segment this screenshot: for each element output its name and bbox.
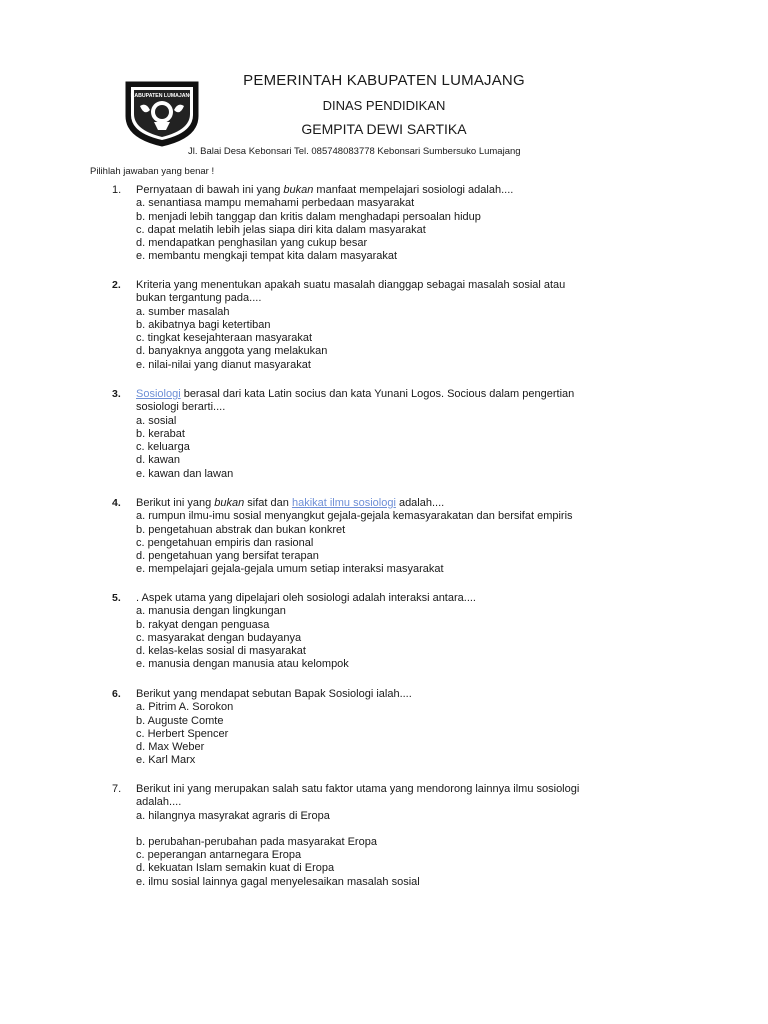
answer-option-b: b. menjadi lebih tanggap dan kritis dalam menghadapi persoalan hidup: [136, 210, 481, 223]
answer-option-b: b. rakyat dengan penguasa: [136, 618, 270, 631]
question-number: 4.: [112, 497, 121, 509]
school-title: GEMPITA DEWI SARTIKA: [301, 121, 467, 137]
question-stem: Pernyataan di bawah ini yang bukan manfaat mempelajari sosiologi adalah....: [136, 184, 514, 196]
question-number: 6.: [112, 688, 121, 700]
question-number: 7.: [112, 783, 122, 795]
question-stem: . Aspek utama yang dipelajari oleh sosiologi adalah interaksi antara....: [136, 592, 476, 604]
question-number: 3.: [112, 388, 121, 400]
answer-option-e: e. kawan dan lawan: [136, 467, 234, 480]
question-number: 1.: [112, 184, 122, 196]
answer-option-e: e. Karl Marx: [136, 754, 196, 767]
answer-option-d: d. banyaknya anggota yang melakukan: [136, 345, 328, 358]
question-stem-line-1: Kriteria yang menentukan apakah suatu masalah dianggap sebagai masalah sosial atau: [136, 279, 566, 291]
hakikat-ilmu-sosiologi-link[interactable]: hakikat ilmu sosiologi: [291, 497, 396, 509]
logo-lettering: KABUPATEN LUMAJANG: [130, 93, 194, 99]
school-address: Jl. Balai Desa Kebonsari Tel. 085748083778 Kebonsari Sumbersuko Lumajang: [188, 146, 521, 157]
answer-option-b: b. pengetahuan abstrak dan bukan konkret: [136, 523, 346, 536]
answer-option-a: a. Pitrim A. Sorokon: [136, 701, 234, 714]
answer-option-e: e. manusia dengan manusia atau kelompok: [136, 658, 349, 671]
answer-option-d: d. pengetahuan yang bersifat terapan: [136, 550, 319, 563]
sosiologi-link[interactable]: Sosiologi: [136, 388, 181, 400]
answer-option-a: a. rumpun ilmu-imu sosial menyangkut gejala-gejala kemasyarakatan dan bersifat empiris: [136, 510, 573, 523]
answer-option-c: c. dapat melatih lebih jelas siapa diri kita dalam masyarakat: [136, 223, 426, 236]
org-title: PEMERINTAH KABUPATEN LUMAJANG: [243, 72, 525, 89]
answer-option-d: d. kelas-kelas sosial di masyarakat: [136, 645, 306, 658]
answer-option-d: d. mendapatkan penghasilan yang cukup besar: [136, 237, 368, 250]
answer-option-a: a. manusia dengan lingkungan: [136, 605, 286, 618]
question-stem-line-1: Berikut ini yang merupakan salah satu faktor utama yang mendorong lainnya ilmu sosiologi: [136, 783, 580, 795]
answer-option-c: c. keluarga: [136, 441, 190, 454]
answer-option-d: d. kekuatan Islam semakin kuat di Eropa: [136, 862, 335, 875]
answer-option-e: e. membantu mengkaji tempat kita dalam masyarakat: [136, 250, 398, 263]
answer-option-b: b. kerabat: [136, 427, 185, 440]
answer-option-e: e. mempelajari gejala-gejala umum setiap interaksi masyarakat: [136, 563, 444, 576]
instruction-text: Pilihlah jawaban yang benar !: [90, 166, 215, 177]
question-stem: Berikut yang mendapat sebutan Bapak Sosiologi ialah....: [136, 688, 412, 700]
question-stem-line-2: adalah....: [136, 796, 182, 809]
question-stem-line-2: sosiologi berarti....: [136, 401, 226, 414]
answer-option-a: a. hilangnya masyrakat agraris di Eropa: [136, 809, 330, 822]
answer-option-b: b. perubahan-perubahan pada masyarakat Eropa: [136, 835, 377, 848]
question-stem: Berikut ini yang bukan sifat dan hakikat ilmu sosiologi adalah....: [136, 497, 445, 509]
question-number: 2.: [112, 279, 121, 291]
answer-option-b: b. Auguste Comte: [136, 714, 224, 727]
answer-option-a: a. sumber masalah: [136, 305, 230, 318]
answer-option-c: c. masyarakat dengan budayanya: [136, 631, 302, 644]
answer-option-d: d. Max Weber: [136, 741, 205, 754]
answer-option-c: c. peperangan antarnegara Eropa: [136, 849, 302, 862]
answer-option-d: d. kawan: [136, 454, 181, 467]
answer-option-a: a. senantiasa mampu memahami perbedaan masyarakat: [136, 197, 415, 210]
answer-option-c: c. Herbert Spencer: [136, 727, 229, 740]
answer-option-c: c. pengetahuan empiris dan rasional: [136, 536, 314, 549]
answer-option-a: a. sosial: [136, 414, 177, 427]
answer-option-c: c. tingkat kesejahteraan masyarakat: [136, 332, 313, 345]
answer-option-b: b. akibatnya bagi ketertiban: [136, 318, 271, 331]
question-stem-line-2: bukan tergantung pada....: [136, 292, 262, 305]
answer-option-e: e. ilmu sosial lainnya gagal menyelesaikan masalah sosial: [136, 875, 420, 888]
question-number: 5.: [112, 592, 121, 604]
dept-title: DINAS PENDIDIKAN: [322, 98, 446, 113]
question-stem-line-1: Sosiologi berasal dari kata Latin socius dan kata Yunani Logos. Socious dalam pengertian: [136, 388, 575, 400]
answer-option-e: e. nilai-nilai yang dianut masyarakat: [136, 358, 311, 371]
